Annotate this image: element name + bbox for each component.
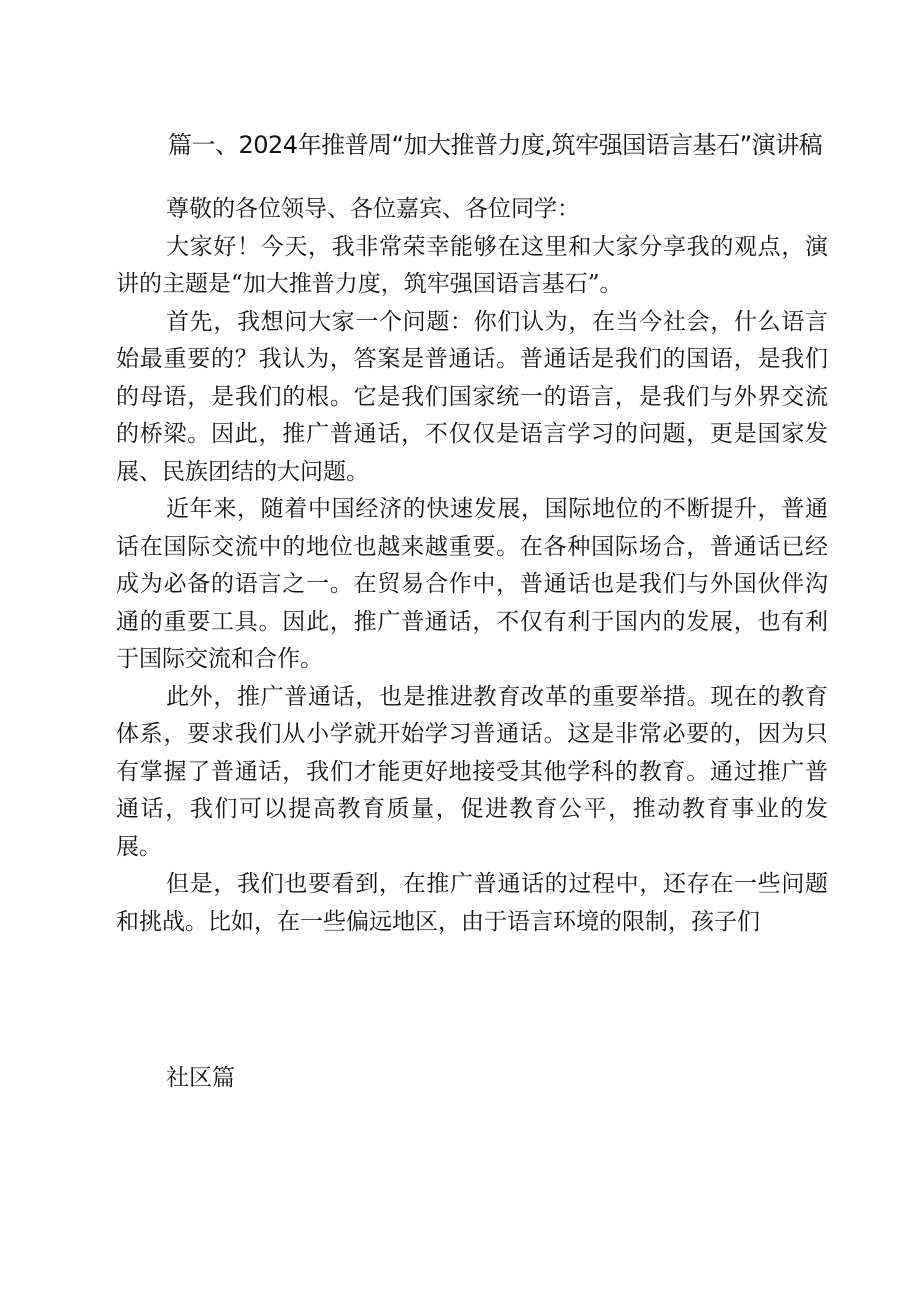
salutation: 尊敬的各位领导、各位嘉宾、各位同学： — [166, 196, 580, 222]
paragraph-4: 此外，推广普通话，也是推进教育改革的重要举措。现在的教育体系，要求我们从小学就开始学习普通话。这是非常必要的，因为只有掌握了普通话，我们才能更好地接受其他学科的教育。通过推广普通话，我们可以提高教育质量，促进教育公平，推动教育事业的发展。 — [116, 683, 828, 860]
paragraph-5: 但是，我们也要看到，在推广普通话的过程中，还存在一些问题和挑战。比如，在一些偏远地区，由于语言环境的限制，孩子们 — [116, 871, 828, 935]
paragraph-2: 首先，我想问大家一个问题：你们认为，在当今社会，什么语言始最重要的？我认为，答案是普通话。普通话是我们的国语，是我们的母语，是我们的根。它是我们国家统一的语言，是我们与外界交流的桥梁。因此，推广普通话，不仅仅是语言学习的问题，更是国家发展、民族团结的大问题。 — [116, 308, 828, 485]
footer-label: 社区篇 — [166, 1065, 235, 1091]
paragraph-3: 近年来，随着中国经济的快速发展，国际地位的不断提升，普通话在国际交流中的地位也越来越重要。在各种国际场合，普通话已经成为必备的语言之一。在贸易合作中，普通话也是我们与外国伙伴沟通的重要工具。因此，推广普通话，不仅有利于国内的发展，也有利于国际交流和合作。 — [116, 496, 828, 672]
document-body — [116, 191, 828, 941]
document-title: 篇一、2024年推普周“加大推普力度,筑牢强国语言基石”演讲稿 — [168, 131, 823, 159]
paragraph-1: 大家好！今天，我非常荣幸能够在这里和大家分享我的观点，演讲的主题是“加大推普力度，筑牢强国语言基石”。 — [116, 233, 828, 297]
